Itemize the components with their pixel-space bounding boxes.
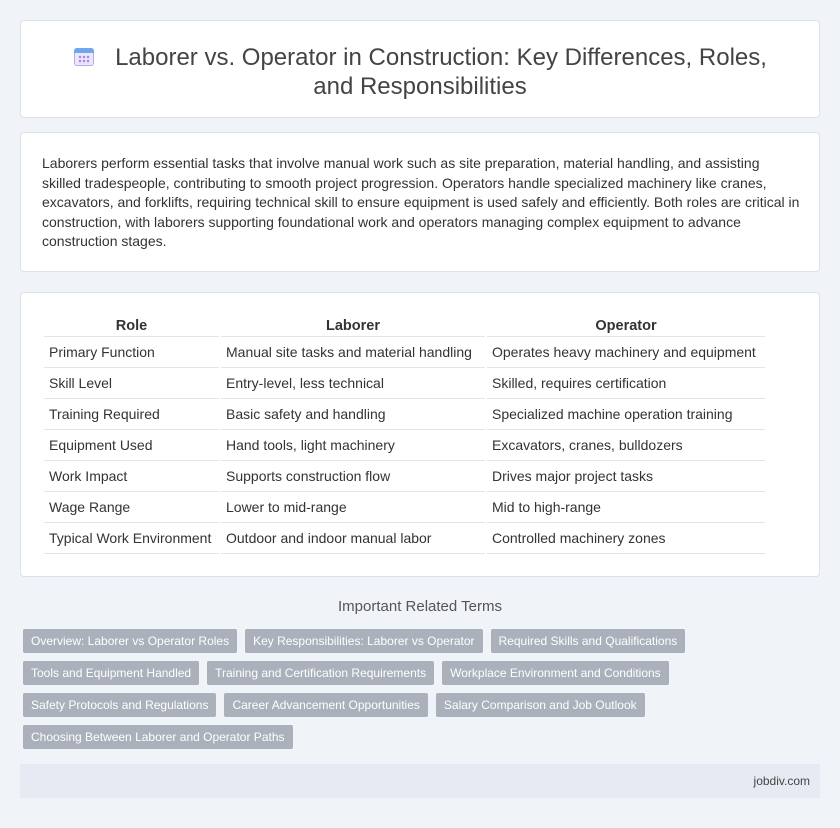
calendar-icon — [73, 45, 95, 67]
header-laborer: Laborer — [221, 315, 485, 337]
header-card — [20, 20, 820, 118]
table-row — [44, 399, 765, 430]
table-cell: Manual site tasks and material handling — [221, 337, 485, 368]
summary-text: Laborers perform essential tasks that involve manual work such as site preparation, material handling, and assisting skilled tradespeople, contributing to smooth project progression. Operators handle specialized machinery like cranes, excavators, and forklifts, requiring technical skill to ensure equipment is used safely and efficiently. Both roles are critical in construction, with laborers supporting foundational work and operators managing complex equipment to advance construction stages. — [42, 155, 800, 249]
tag-required-skills[interactable]: Required Skills and Qualifications — [491, 629, 686, 653]
table-cell: Drives major project tasks — [487, 461, 765, 492]
table-cell: Supports construction flow — [221, 461, 485, 492]
table-row — [44, 368, 765, 399]
comparison-table — [42, 315, 767, 554]
table-cell: Operates heavy machinery and equipment — [487, 337, 765, 368]
table-row — [44, 337, 765, 368]
tag-career-advancement[interactable]: Career Advancement Opportunities — [224, 693, 427, 717]
tag-row — [23, 725, 683, 749]
related-tags — [23, 629, 683, 757]
tag-training-certification[interactable]: Training and Certification Requirements — [207, 661, 434, 685]
page-title-wrap — [21, 43, 819, 101]
tag-choosing-paths[interactable]: Choosing Between Laborer and Operator Paths — [23, 725, 293, 749]
tag-row — [23, 629, 683, 653]
table-cell: Outdoor and indoor manual labor — [221, 523, 485, 554]
page-title: Laborer vs. Operator in Construction: Key Differences, Roles, and Responsibilities — [115, 44, 767, 100]
table-row — [44, 492, 765, 523]
tag-overview[interactable]: Overview: Laborer vs Operator Roles — [23, 629, 237, 653]
table-cell: Equipment Used — [44, 430, 219, 461]
table-cell: Wage Range — [44, 492, 219, 523]
footer-site: jobdiv.com — [753, 774, 810, 788]
footer — [20, 764, 820, 798]
table-cell: Typical Work Environment — [44, 523, 219, 554]
comparison-card — [20, 292, 820, 577]
table-cell: Controlled machinery zones — [487, 523, 765, 554]
header-role: Role — [44, 315, 219, 337]
table-cell: Skill Level — [44, 368, 219, 399]
table-row — [44, 523, 765, 554]
table-cell: Hand tools, light machinery — [221, 430, 485, 461]
table-cell: Skilled, requires certification — [487, 368, 765, 399]
table-header-row — [44, 315, 765, 337]
table-cell: Basic safety and handling — [221, 399, 485, 430]
related-terms-title: Important Related Terms — [338, 598, 502, 615]
table-row — [44, 461, 765, 492]
table-cell: Lower to mid-range — [221, 492, 485, 523]
table-cell: Training Required — [44, 399, 219, 430]
table-cell: Mid to high-range — [487, 492, 765, 523]
table-cell: Primary Function — [44, 337, 219, 368]
tag-tools-equipment[interactable]: Tools and Equipment Handled — [23, 661, 199, 685]
tag-salary-comparison[interactable]: Salary Comparison and Job Outlook — [436, 693, 645, 717]
table-cell: Excavators, cranes, bulldozers — [487, 430, 765, 461]
table-cell: Work Impact — [44, 461, 219, 492]
tag-workplace-environment[interactable]: Workplace Environment and Conditions — [442, 661, 669, 685]
tag-safety-protocols[interactable]: Safety Protocols and Regulations — [23, 693, 216, 717]
summary-card — [20, 132, 820, 272]
tag-key-responsibilities[interactable]: Key Responsibilities: Laborer vs Operator — [245, 629, 482, 653]
table-cell: Entry-level, less technical — [221, 368, 485, 399]
table-cell: Specialized machine operation training — [487, 399, 765, 430]
header-operator: Operator — [487, 315, 765, 337]
tag-row — [23, 661, 683, 685]
tag-row — [23, 693, 683, 717]
table-row — [44, 430, 765, 461]
